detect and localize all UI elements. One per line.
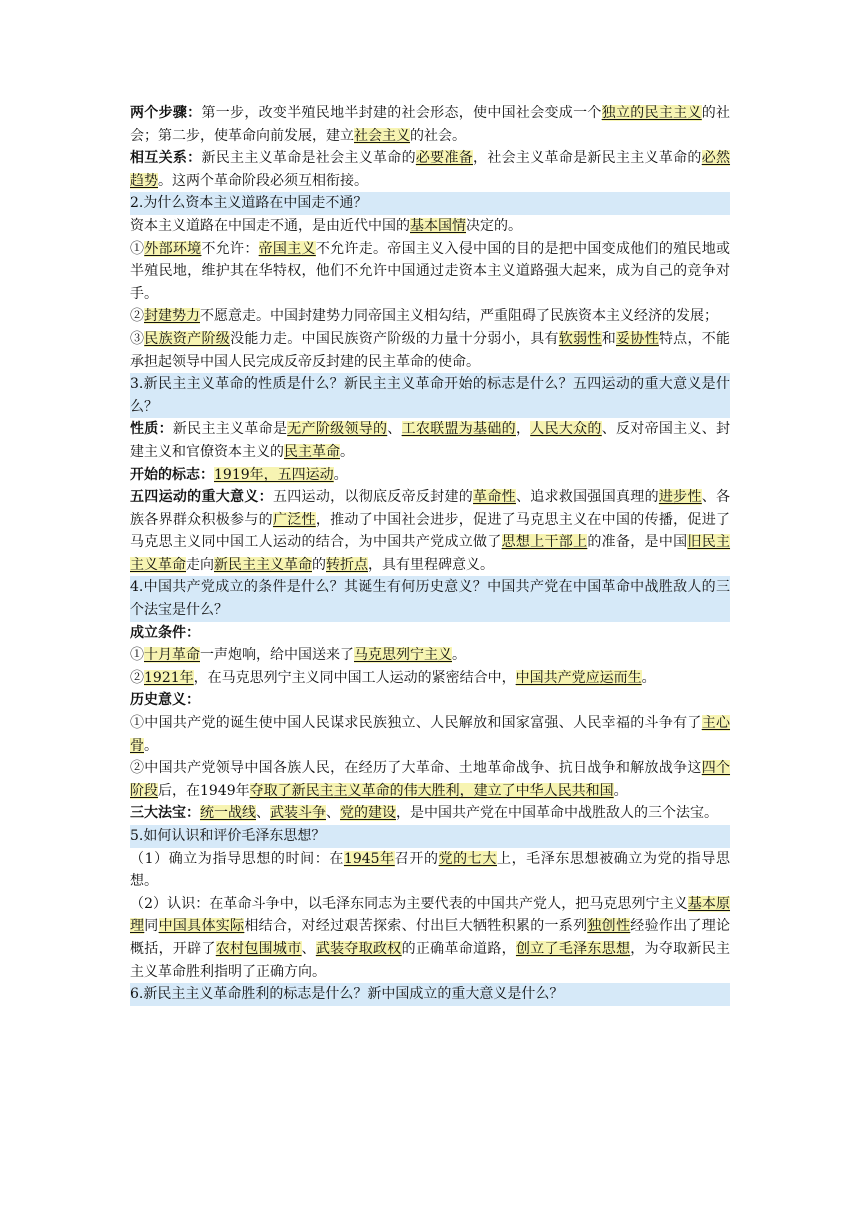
text-run: ，具有里程碑意义。 [368,556,494,573]
text-run: 相结合，对经过艰苦探索、付出巨大牺牲积累的一系列 [244,918,588,935]
text-run: 后，在1949年 [158,782,250,799]
text-run: ② [130,308,144,325]
highlighted-term: 广泛性 [272,511,316,528]
highlighted-term: 无产阶级领导的 [287,421,388,438]
text-run: 新民主主义革命是 [172,421,288,438]
highlighted-term: 帝国主义 [258,240,316,257]
text-run: ，社会主义革命是新民主主义革命的 [473,150,702,167]
text-run: ，在马克思列宁主义同中国工人运动的紧密结合中， [193,669,516,686]
text-run: 。 [144,737,158,754]
highlighted-term: 武装夺取政权 [315,940,402,957]
text-run: ，是中国共产党在中国革命中战胜敌人的三个法宝。 [396,805,718,822]
highlighted-term: 党的建设 [340,805,396,822]
highlighted-term: 创立了毛泽东思想 [515,940,631,957]
question-heading [130,576,730,621]
paragraph [130,712,730,757]
bold-label: 三大法宝： [130,805,200,822]
paragraph [130,689,730,712]
paragraph [130,622,730,645]
text-run: 特点，不能承担起领导中国人民完成反帝反封建的民主革命的使命。 [130,330,731,370]
highlighted-term: 主心骨 [130,715,731,754]
highlighted-term: 农村包围城市 [215,940,302,957]
text-run: 、各族各界群众积极参与的 [130,489,731,528]
question-heading [130,983,730,1006]
text-run: 、 [326,805,340,822]
highlighted-term: 1919年，五四运动 [214,466,334,483]
question-heading [130,192,730,215]
paragraph [130,215,730,238]
text-run: 。 [340,443,354,460]
highlighted-term: 妥协性 [615,330,659,347]
text-run: 上，毛泽东思想被确立为党的指导思想。 [130,850,730,890]
highlighted-term: 四个阶段 [130,760,731,799]
text-run: ， [515,421,531,438]
highlighted-term: 必要准备 [415,150,474,167]
paragraph [130,328,730,373]
text-run: 不愿意走。中国封建势力同帝国主义相勾结，严重阻碍了民族资本主义经济的发展； [200,308,718,325]
text-run: 、 [301,940,316,957]
highlighted-term: 革命性 [473,489,516,506]
text-run: 的准备，是中国 [587,534,688,551]
text-run: 。 [613,782,628,799]
highlighted-term: 民主革命 [284,443,340,460]
highlighted-term: 封建势力 [144,308,200,325]
paragraph [130,802,730,825]
paragraph [130,486,730,576]
text-run: 、追求救国强国真理的 [515,489,659,506]
text-run: 的社会。 [410,127,466,144]
highlighted-term: 1945年 [343,850,395,867]
highlighted-term: 新民主主义革命 [214,556,312,573]
paragraph [130,644,730,667]
text-run: 、 [256,805,270,822]
highlighted-term: 旧民主主义革命 [130,534,731,573]
text-run: 没能力走。中国民族资产阶级的力量十分弱小，具有 [230,330,559,347]
highlighted-term: 夺取了新民主主义革命的伟大胜利，建立了中华人民共和国 [249,782,614,799]
highlighted-term: 思想上干部上 [501,534,588,551]
text-run: 第一步，改变半殖民地半封建的社会形态，使中国社会变成一个 [201,105,602,121]
text-run: 召开的 [394,850,439,867]
text-run: ① [130,240,145,257]
paragraph [130,464,730,487]
bold-label: 开始的标志： [130,466,214,483]
text-run: 经验作出了理论概括，开辟了 [130,918,731,957]
highlighted-term: 人民大众的 [530,421,602,438]
text-run: 的正确革命道路， [401,940,516,957]
text-run: 资本主义道路在中国走不通，是由近代中国的 [130,217,410,234]
paragraph [130,418,730,463]
highlighted-term: 党的七大 [438,850,497,867]
text-run: 不允许走。帝国主义入侵中国的目的是把中国变成他们的殖民地或半殖民地，维护其在华特权，他们不允许中国通过走资本主义道路强大起来，成为自己的竞争对手。 [130,240,731,302]
text-run: ② [130,669,144,686]
text-run: 一声炮响，给中国送来了 [200,647,354,664]
text-run: 、 [387,421,402,438]
question-heading [130,825,730,848]
text-run: ②中国共产党领导中国各族人民，在经历了大革命、土地革命战争、抗日战争和解放战争这 [130,760,702,777]
highlighted-term: 1921年 [144,669,194,686]
highlighted-term: 独创性 [587,918,631,935]
paragraph [130,305,730,328]
highlighted-term: 外部环境 [144,240,202,257]
text-run: 。这两个革命阶段必须互相衔接。 [158,172,368,189]
bold-label: 历史意义： [130,692,200,709]
highlighted-term: 中国共产党应运而生 [515,669,642,686]
text-run: 决定的。 [466,217,522,234]
highlighted-term: 独立的民主主义 [601,105,702,121]
paragraph [130,102,730,147]
bold-label: 性质： [130,421,173,438]
text-run: 走向 [186,556,214,573]
paragraph [130,147,730,192]
text-run: （1）确立为指导思想的时间：在 [130,850,344,867]
highlighted-term: 十月革命 [144,647,200,664]
highlighted-term: 基本原理 [130,895,731,935]
paragraph [130,757,730,802]
text-run: 的社会；第二步，使革命向前发展，建立 [130,105,731,144]
paragraph [130,667,730,690]
text-run: 的 [312,556,326,573]
paragraph [130,893,730,983]
text-run: 和 [601,330,616,347]
question-text: 3.新民主主义革命的性质是什么？新民主主义革命开始的标志是什么？五四运动的重大意义是什么？ [130,376,730,415]
text-run: 。 [641,669,656,686]
highlighted-term: 工农联盟为基础的 [401,421,516,438]
text-run: ③ [130,330,145,347]
text-run: 。 [333,466,348,483]
text-run: 不允许： [201,240,259,257]
highlighted-term: 中国具体实际 [158,918,245,935]
highlighted-term: 基本国情 [410,217,466,234]
highlighted-term: 统一战线 [200,805,256,822]
highlighted-term: 武装斗争 [270,805,326,822]
text-run: ，推动了中国社会进步，促进了马克思主义在中国的传播，促进了马克思主义同中国工人运动的结合，为中国共产党成立做了 [130,511,731,551]
highlighted-term: 民族资产阶级 [144,330,231,347]
document-body [130,102,730,1006]
question-text: 6.新民主主义革命胜利的标志是什么？新中国成立的重大意义是什么？ [130,986,564,1003]
question-text: 2.为什么资本主义道路在中国走不通？ [130,195,368,212]
question-heading [130,373,730,418]
text-run: （2）认识：在革命斗争中，以毛泽东同志为主要代表的中国共产党人，把马克思列宁主义 [130,895,688,912]
bold-label: 相互关系： [130,150,202,167]
bold-label: 两个步骤： [130,105,202,121]
highlighted-term: 进步性 [658,489,702,506]
text-run: ① [130,647,144,664]
highlighted-term: 马克思列宁主义 [354,647,452,664]
text-run: ，为夺取新民主主义革命胜利指明了正确方向。 [130,940,731,980]
highlighted-term: 转折点 [326,556,368,573]
bold-label: 五四运动的重大意义： [130,489,273,506]
bold-label: 成立条件： [130,624,200,641]
text-run: 五四运动，以彻底反帝反封建的 [272,489,474,506]
paragraph [130,848,730,893]
text-run: ①中国共产党的诞生使中国人民谋求民族独立、人民解放和国家富强、人民幸福的斗争有了 [130,715,702,732]
text-run: 新民主主义革命是社会主义革命的 [201,150,416,167]
text-run: 、反对帝国主义、封建主义和官僚资本主义的 [130,421,731,460]
paragraph [130,238,730,306]
text-run: 。 [452,647,466,664]
highlighted-term: 软弱性 [558,330,602,347]
highlighted-term: 必然趋势 [130,150,731,189]
question-text: 4.中国共产党成立的条件是什么？其诞生有何历史意义？中国共产党在中国革命中战胜敌人的三个法宝是什么？ [130,579,730,619]
highlighted-term: 社会主义 [354,127,410,144]
text-run: 同 [144,918,159,935]
question-text: 5.如何认识和评价毛泽东思想？ [130,828,326,844]
